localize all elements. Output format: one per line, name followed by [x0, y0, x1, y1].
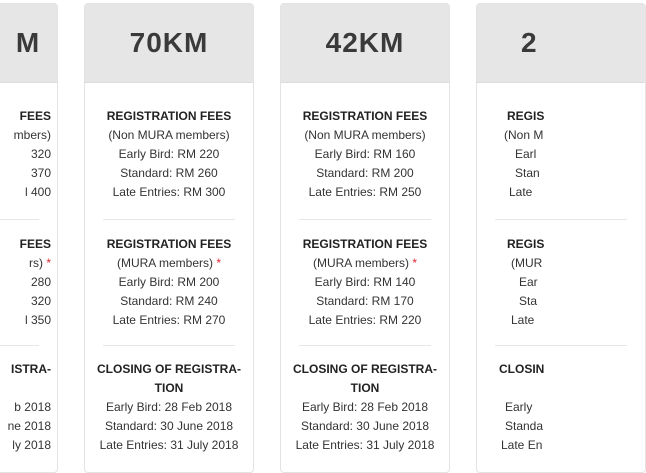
fee-standard: Standard: RM 170	[316, 294, 414, 308]
closing-late: ly 2018	[12, 438, 51, 452]
divider	[495, 219, 627, 220]
fee-early-bird: 280	[30, 275, 51, 289]
closing-section	[477, 360, 645, 455]
fee-early-bird: Early Bird: RM 200	[118, 275, 220, 289]
pricing-card-70km	[84, 3, 254, 473]
fees-note: (MURA members) *	[116, 256, 222, 270]
fees-mura-section	[85, 235, 253, 330]
divider	[103, 345, 235, 346]
fee-late: l 350	[24, 313, 51, 327]
closing-standard: ne 2018	[7, 419, 51, 433]
fees-heading: REGIS	[507, 237, 545, 251]
fee-standard: Standard: RM 200	[316, 166, 414, 180]
fees-note: mbers)	[13, 128, 51, 142]
fees-note: (Non M	[504, 128, 544, 142]
closing-heading-cont: TION	[350, 381, 380, 395]
closing-standard: Standard: 30 June 2018	[300, 419, 430, 433]
fees-mura-section	[477, 235, 645, 330]
closing-standard: Standa	[505, 419, 544, 433]
fee-early-bird: Earl	[515, 147, 537, 161]
fee-late: l 400	[24, 185, 51, 199]
fees-heading: REGISTRATION FEES	[106, 109, 232, 123]
required-asterisk: *	[46, 256, 51, 270]
divider	[495, 345, 627, 346]
pricing-card-42km	[280, 3, 450, 473]
fees-note: (Non MURA members)	[108, 128, 230, 142]
closing-early-bird: Early	[505, 400, 533, 414]
fees-note: rs) *	[28, 256, 51, 270]
divider	[299, 219, 431, 220]
fees-heading: REGISTRATION FEES	[302, 109, 428, 123]
card-header	[85, 4, 253, 83]
closing-heading-cont	[0, 379, 51, 398]
fee-early-bird: Early Bird: RM 220	[118, 147, 220, 161]
fee-early-bird: 320	[30, 147, 51, 161]
fee-early-bird: Early Bird: RM 160	[314, 147, 416, 161]
fee-standard: 320	[30, 294, 51, 308]
fees-nonmura-section	[85, 107, 253, 202]
card-title: 2	[521, 27, 538, 58]
pricing-card-partial-left	[0, 3, 58, 473]
closing-standard: Standard: 30 June 2018	[104, 419, 234, 433]
fees-nonmura-section	[477, 107, 645, 202]
card-title: 70KM	[129, 27, 209, 58]
fee-late: Late Entries: RM 300	[112, 185, 226, 199]
closing-section	[85, 360, 253, 455]
closing-heading: CLOSING OF REGISTRA-	[293, 362, 437, 376]
fee-standard: Stan	[515, 166, 540, 180]
closing-early-bird: Early Bird: 28 Feb 2018	[301, 400, 429, 414]
fees-note: (MUR	[511, 256, 543, 270]
fees-heading: REGISTRATION FEES	[302, 237, 428, 251]
card-header	[0, 4, 57, 83]
fees-note: (Non MURA members)	[304, 128, 426, 142]
closing-section	[281, 360, 449, 455]
closing-late: Late Entries: 31 July 2018	[295, 438, 435, 452]
closing-early-bird: b 2018	[14, 400, 51, 414]
fee-standard: Standard: RM 260	[120, 166, 218, 180]
fees-mura-section	[281, 235, 449, 330]
fee-late: Late	[511, 313, 535, 327]
fee-late: Late Entries: RM 250	[308, 185, 422, 199]
required-asterisk: *	[216, 256, 222, 270]
fees-mura-section	[0, 235, 57, 330]
divider	[0, 219, 39, 220]
fee-standard: 370	[30, 166, 51, 180]
card-title: 42KM	[325, 27, 405, 58]
closing-heading-cont: TION	[154, 381, 184, 395]
fees-nonmura-section	[0, 107, 57, 202]
divider	[0, 345, 39, 346]
pricing-card-partial-right	[476, 3, 646, 473]
fees-heading: REGISTRATION FEES	[106, 237, 232, 251]
closing-heading: ISTRA-	[11, 362, 51, 376]
fee-early-bird: Ear	[519, 275, 538, 289]
fee-early-bird: Early Bird: RM 140	[314, 275, 416, 289]
fees-heading: FEES	[19, 237, 51, 251]
closing-section	[0, 360, 57, 455]
fees-heading: FEES	[19, 109, 51, 123]
closing-late: Late En	[501, 438, 543, 452]
card-header	[281, 4, 449, 83]
fee-late: Late Entries: RM 270	[112, 313, 226, 327]
fee-standard: Standard: RM 240	[120, 294, 218, 308]
fees-nonmura-section	[281, 107, 449, 202]
fee-standard: Sta	[519, 294, 538, 308]
divider	[299, 345, 431, 346]
closing-heading-cont	[499, 379, 639, 398]
fee-late: Late	[509, 185, 533, 199]
closing-early-bird: Early Bird: 28 Feb 2018	[105, 400, 233, 414]
fee-late: Late Entries: RM 220	[308, 313, 422, 327]
closing-heading: CLOSING OF REGISTRA-	[97, 362, 241, 376]
fees-note: (MURA members) *	[312, 256, 418, 270]
fees-heading: REGIS	[507, 109, 545, 123]
divider	[103, 219, 235, 220]
closing-heading: CLOSIN	[499, 362, 545, 376]
closing-late: Late Entries: 31 July 2018	[99, 438, 239, 452]
required-asterisk: *	[412, 256, 418, 270]
card-header	[477, 4, 645, 83]
card-title: M	[15, 27, 41, 58]
